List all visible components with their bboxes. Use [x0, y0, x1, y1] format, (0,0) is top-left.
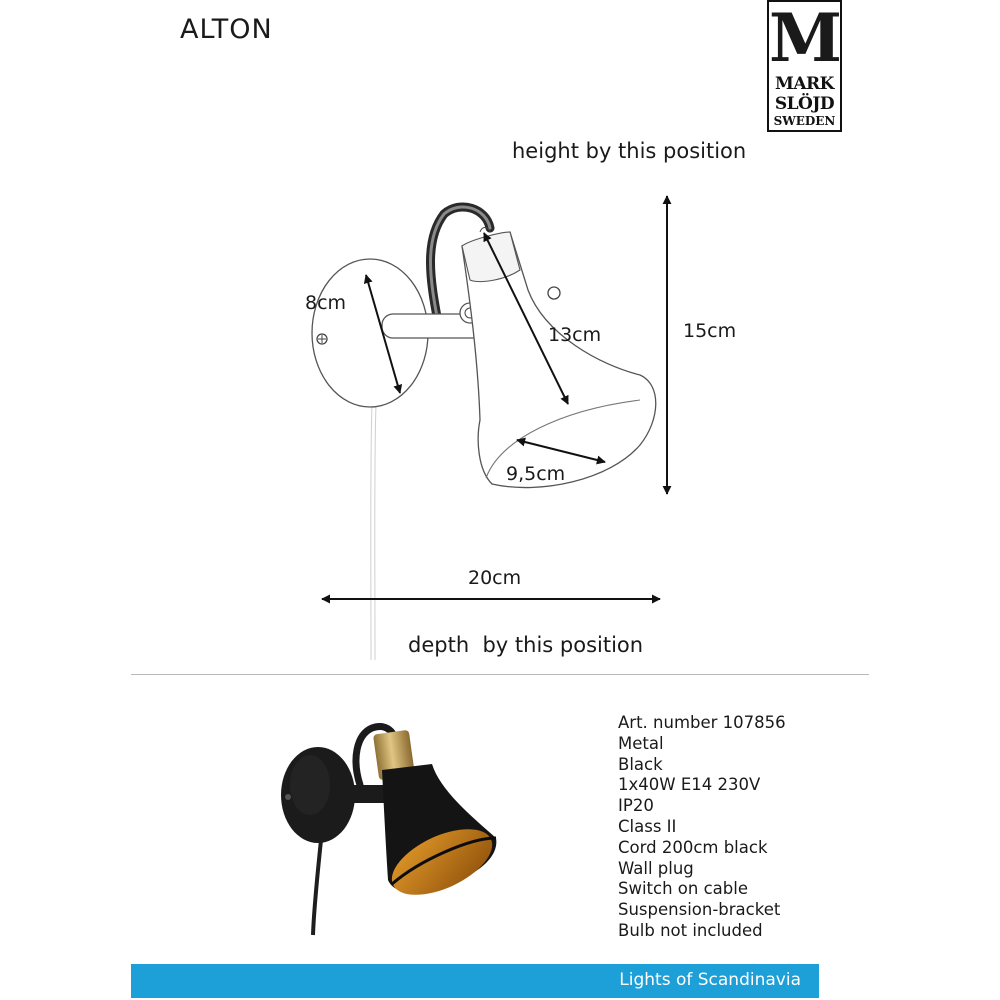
spec-item: Suspension-bracket: [618, 900, 781, 920]
spec-item: IP20: [618, 796, 654, 816]
footer-bar: [131, 964, 819, 998]
spec-item: Bulb not included: [618, 920, 763, 940]
height-note: height by this position: [512, 139, 747, 163]
spec-item: Wall plug: [618, 858, 694, 878]
spec-item: Class II: [618, 816, 677, 836]
logo-line-1: MARK: [775, 74, 834, 94]
logo-letter: M: [769, 0, 843, 77]
spec-item: 1x40W E14 230V: [618, 775, 761, 795]
footer-tagline: Lights of Scandinavia: [619, 970, 801, 990]
depth-note: depth by this position: [408, 633, 644, 657]
spec-list: [618, 713, 786, 942]
spec-item: Art. number 107856: [618, 713, 786, 732]
logo-line-2: SLÖJD: [774, 94, 835, 114]
dim-height-label: 15cm: [683, 320, 737, 342]
logo-line-3: SWEDEN: [773, 114, 836, 128]
spec-item: Cord 200cm black: [618, 837, 768, 857]
dim-backplate-label: 8cm: [305, 292, 347, 314]
product-photo: [281, 727, 502, 935]
spec-item: Switch on cable: [618, 879, 748, 899]
section-divider: [131, 674, 869, 675]
dim-shade-length-label: 13cm: [548, 324, 602, 346]
spec-item: Metal: [618, 733, 664, 753]
dim-shade-diameter-label: 9,5cm: [506, 463, 566, 485]
dim-depth-label: 20cm: [468, 567, 522, 589]
product-title: ALTON: [180, 14, 273, 45]
spec-item: Black: [618, 754, 663, 774]
photo-cord: [313, 830, 322, 935]
